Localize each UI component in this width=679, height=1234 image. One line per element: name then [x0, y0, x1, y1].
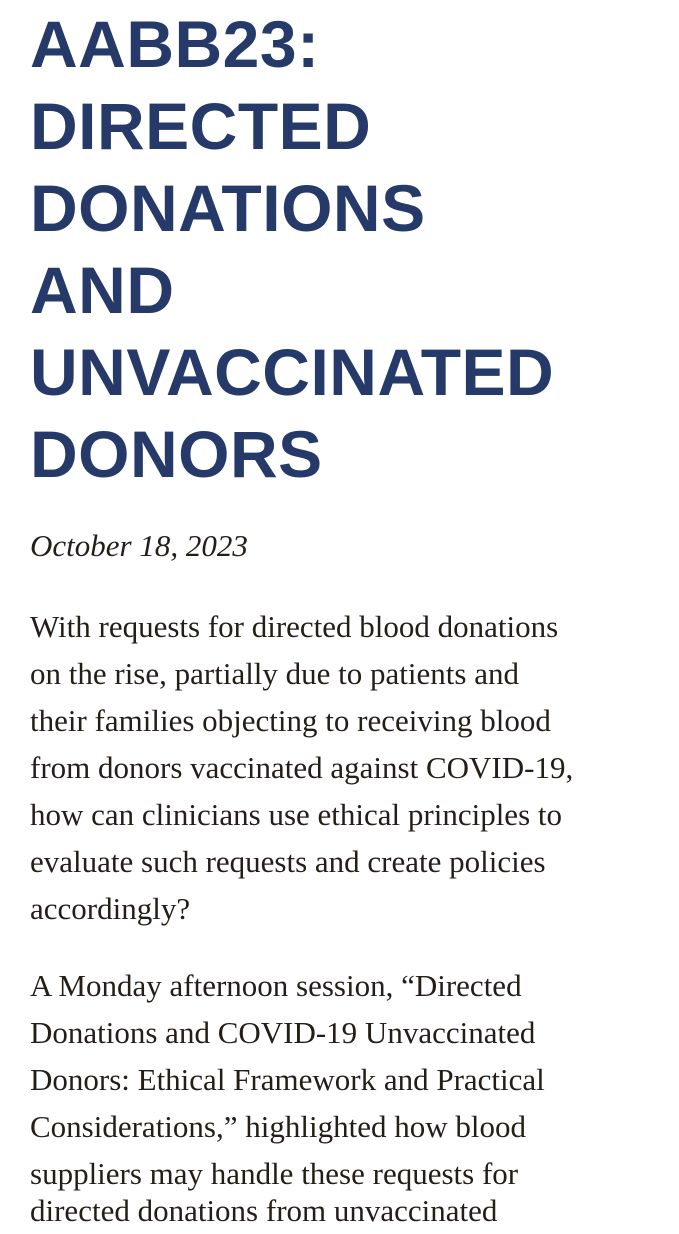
text-line: A Monday afternoon session, “Directed — [30, 968, 522, 1003]
text-line: evaluate such requests and create policies — [30, 844, 546, 879]
paragraph-2 — [30, 962, 649, 1197]
text-line: suppliers may handle these requests for — [30, 1156, 519, 1191]
text-line: on the rise, partially due to patients and — [30, 656, 519, 691]
text-line: from donors vaccinated against COVID-19, — [30, 750, 574, 785]
article-date: October 18, 2023 — [30, 528, 248, 563]
text-line: directed donations from unvaccinated — [30, 1193, 498, 1228]
text-line: Donations and COVID-19 Unvaccinated — [30, 1015, 536, 1050]
clipped-next-line — [30, 1187, 649, 1228]
title-line: DIRECTED — [30, 89, 372, 163]
text-line: accordingly? — [30, 891, 191, 926]
title-line: AND — [30, 253, 175, 327]
article-title — [30, 0, 649, 495]
text-line: Considerations,” highlighted how blood — [30, 1109, 526, 1144]
title-line: UNVACCINATED — [30, 335, 555, 409]
title-line: AABB23: — [30, 7, 320, 81]
text-line: With requests for directed blood donations — [30, 609, 559, 644]
text-line: their families objecting to receiving blood — [30, 703, 551, 738]
paragraph-1 — [30, 603, 649, 932]
title-line: DONORS — [30, 417, 323, 491]
text-line: Donors: Ethical Framework and Practical — [30, 1062, 545, 1097]
text-line: how can clinicians use ethical principles to — [30, 797, 562, 832]
title-line: DONATIONS — [30, 171, 426, 245]
